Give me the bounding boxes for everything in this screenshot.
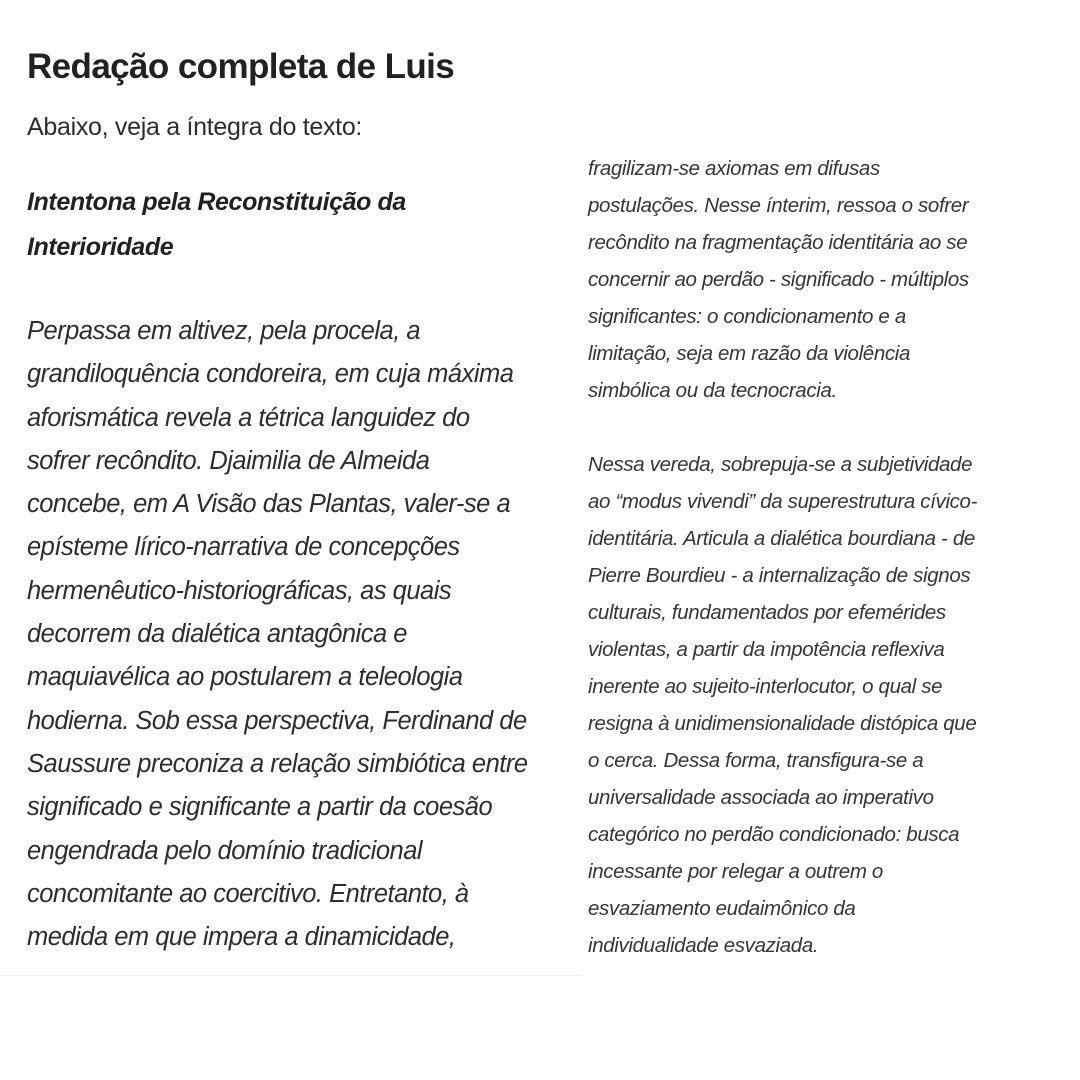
- text-line: categórico no perdão condicionado: busca: [588, 823, 960, 846]
- text-line: maquiavélica ao postularem a teleologia: [27, 663, 463, 692]
- page-title: Redação completa de Luis: [27, 47, 455, 86]
- text-line: medida em que impera a dinamicidade,: [27, 923, 456, 952]
- essay-paragraph-3: [588, 446, 1068, 964]
- text-line: recôndito na fragmentação identitária ao se: [588, 231, 968, 254]
- text-line: aforismática revela a tétrica languidez do: [27, 403, 470, 432]
- text-line: inerente ao sujeito-interlocutor, o qual se: [588, 675, 943, 698]
- text-line: limitação, seja em razão da violência: [588, 342, 911, 365]
- text-line: engendrada pelo domínio tradicional: [27, 836, 423, 865]
- text-line: violentas, a partir da impotência reflexiva: [588, 638, 945, 661]
- text-line: postulações. Nesse ínterim, ressoa o sofrer: [588, 194, 969, 217]
- intro-text: Abaixo, veja a íntegra do texto:: [27, 113, 363, 141]
- text-line: individualidade esvaziada.: [588, 934, 819, 957]
- text-line: incessante por relegar a outrem o: [588, 860, 883, 883]
- text-line: universalidade associada ao imperativo: [588, 786, 934, 809]
- text-line: concernir ao perdão - significado - múltiplos: [588, 268, 969, 291]
- text-line: Pierre Bourdieu - a internalização de signos: [588, 564, 971, 587]
- text-line: hodierna. Sob essa perspectiva, Ferdinand de: [27, 706, 527, 735]
- text-line: simbólica ou da tecnocracia.: [588, 379, 837, 402]
- text-line: Saussure preconiza a relação simbiótica entre: [27, 749, 528, 778]
- text-line: concomitante ao coercitivo. Entretanto, à: [27, 879, 469, 908]
- essay-title-line: Intentona pela Reconstituição da: [27, 188, 406, 216]
- text-line: o cerca. Dessa forma, transfigura-se a: [588, 749, 924, 772]
- text-line: decorrem da dialética antagônica e: [27, 620, 407, 649]
- text-line: ao “modus vivendi” da superestrutura cívico-: [588, 490, 978, 513]
- text-line: Perpassa em altivez, pela procela, a: [27, 317, 421, 345]
- article-right-column: [588, 150, 1068, 964]
- text-line: concebe, em A Visão das Plantas, valer-se a: [27, 490, 511, 519]
- article-content: [27, 44, 582, 959]
- text-line: significantes: o condicionamento e a: [588, 305, 906, 328]
- text-line: hermenêutico-historiográficas, as quais: [27, 576, 452, 605]
- essay-title-line: Interioridade: [27, 233, 174, 261]
- essay-title: [27, 180, 582, 270]
- text-line: esvaziamento eudaimônico da: [588, 897, 856, 920]
- text-line: fragilizam-se axiomas em difusas: [588, 157, 880, 180]
- essay-paragraph-2: [588, 150, 1068, 409]
- text-line: identitária. Articula a dialética bourdiana - de: [588, 527, 975, 550]
- text-line: epísteme lírico-narrativa de concepções: [27, 533, 460, 562]
- text-line: culturais, fundamentados por efemérides: [588, 601, 946, 624]
- text-line: resigna à unidimensionalidade distópica que: [588, 712, 977, 735]
- text-line: grandiloquência condoreira, em cuja máxima: [27, 360, 514, 389]
- article-left-panel: [0, 0, 582, 976]
- essay-paragraph-1: [27, 310, 582, 959]
- text-line: Nessa vereda, sobrepuja-se a subjetividade: [588, 453, 973, 476]
- text-line: significado e significante a partir da coesão: [27, 793, 493, 822]
- text-line: sofrer recôndito. Djaimilia de Almeida: [27, 446, 430, 475]
